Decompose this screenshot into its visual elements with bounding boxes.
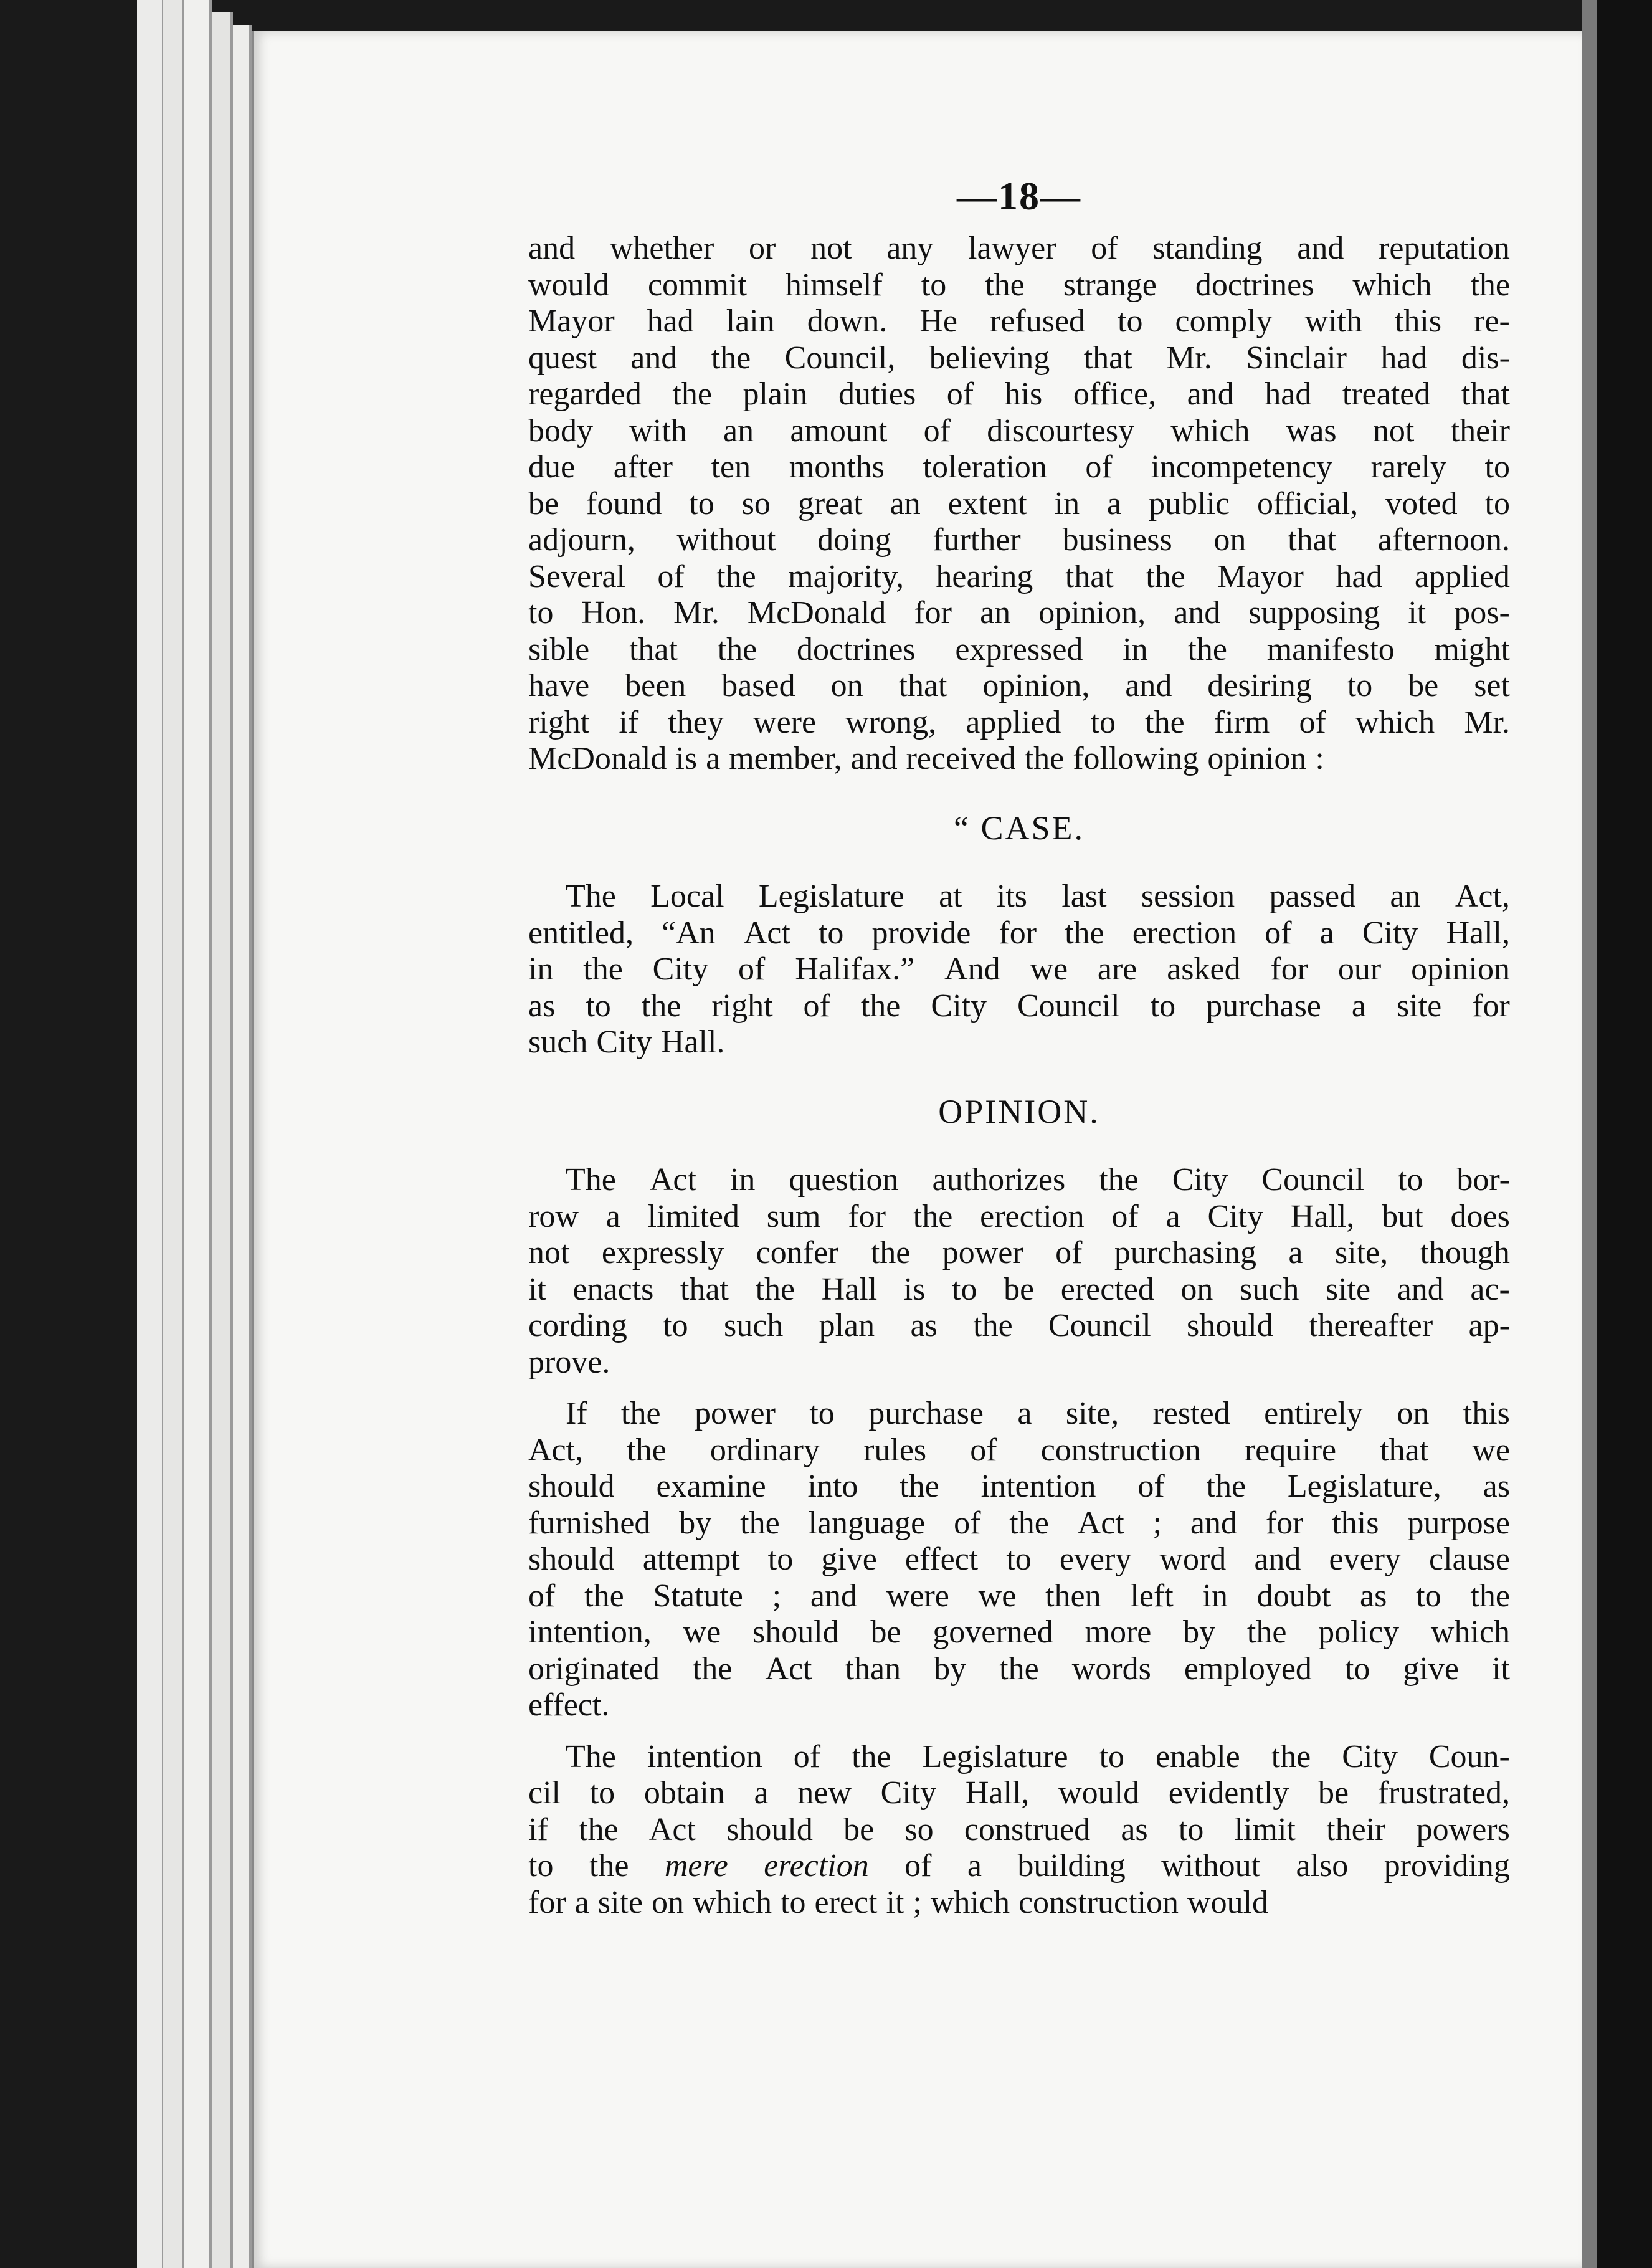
text-line: and whether or not any lawyer of standing and reputation (528, 231, 1510, 266)
text-line: McDonald is a member, and received the following opinion : (528, 741, 1324, 776)
text-line: Several of the majority, hearing that the Mayor had applied (528, 558, 1510, 594)
text-line: for a site on which to erect it ; which construction would (528, 1884, 1269, 1920)
text-line: Act, the ordinary rules of construction require that we (528, 1432, 1510, 1468)
opinion-section (528, 1162, 1510, 1921)
case-heading: “ CASE. (954, 809, 1085, 847)
intro-paragraph (528, 231, 1510, 778)
text-line: row a limited sum for the erection of a City Hall, but does (528, 1198, 1510, 1234)
text-line: originated the Act than by the words employed to give it (528, 1651, 1510, 1687)
text-line: of the Statute ; and were we then left in doubt as to the (528, 1578, 1510, 1614)
text-line: if the Act should be so construed as to limit their powers (528, 1811, 1510, 1847)
opinion-heading: OPINION. (938, 1092, 1100, 1130)
text-line: adjourn, without doing further business on that afternoon. (528, 522, 1510, 558)
text-line: right if they were wrong, applied to the firm of which Mr. (528, 704, 1510, 740)
text-line: intention, we should be governed more by the policy which (528, 1614, 1510, 1650)
text-line: be found to so great an extent in a public official, voted to (528, 485, 1510, 522)
text-line: furnished by the language of the Act ; and for this purpose (528, 1505, 1510, 1541)
text-line: it enacts that the Hall is to be erected on such site and ac- (528, 1271, 1510, 1307)
text-line: should attempt to give effect to every word and every clause (528, 1541, 1510, 1577)
text-line: body with an amount of discourtesy which was not their (528, 412, 1510, 449)
text-line: cording to such plan as the Council should thereafter ap- (528, 1308, 1510, 1343)
text-line: entitled, “An Act to provide for the erection of a City Hall, (528, 915, 1510, 951)
text-line: If the power to purchase a site, rested entirely on this (566, 1396, 1510, 1431)
text-line: prove. (528, 1344, 610, 1380)
text-line: to the mere erection of a building without also providing (528, 1848, 1510, 1884)
page-edge (212, 12, 233, 2268)
page-binding-shadow (1582, 0, 1597, 2268)
page-edge (137, 0, 164, 2268)
text-line: would commit himself to the strange doctrines which the (528, 267, 1510, 303)
text-line: to Hon. Mr. McDonald for an opinion, and supposing it pos- (528, 595, 1510, 631)
page-edge (233, 25, 252, 2268)
text-line: quest and the Council, believing that Mr. Sinclair had dis- (528, 340, 1510, 376)
scan-background (1597, 0, 1652, 2268)
page-number: —18— (957, 174, 1081, 218)
opinion-paragraph (528, 1739, 1510, 1922)
text-line: have been based on that opinion, and desiring to be set (528, 668, 1510, 703)
text-line: not expressly confer the power of purchasing a site, though (528, 1235, 1510, 1270)
text-line: cil to obtain a new City Hall, would evidently be frustrated, (528, 1775, 1510, 1811)
text-line: due after ten months toleration of incompetency rarely to (528, 449, 1510, 485)
text-line: sible that the doctrines expressed in the manifesto might (528, 631, 1510, 667)
text-line: Mayor had lain down. He refused to comply with this re- (528, 303, 1510, 339)
page-edge (184, 0, 212, 2268)
text-line: in the City of Halifax.” And we are asked for our opinion (528, 951, 1510, 987)
page-edge (163, 0, 184, 2268)
text-line: regarded the plain duties of his office, and had treated that (528, 376, 1510, 412)
opinion-paragraph (528, 1162, 1510, 1381)
text-line: The Local Legislature at its last session passed an Act, (566, 879, 1510, 914)
text-line: should examine into the intention of the Legislature, as (528, 1469, 1510, 1504)
text-line: as to the right of the City Council to purchase a site for (528, 988, 1510, 1024)
page-text (528, 174, 1510, 1921)
text-line: The intention of the Legislature to enable the City Coun- (566, 1738, 1510, 1775)
text-line: The Act in question authorizes the City Council to bor- (566, 1162, 1510, 1198)
text-line: such City Hall. (528, 1024, 725, 1060)
case-paragraph (528, 879, 1510, 1061)
opinion-paragraph (528, 1396, 1510, 1724)
text-line: effect. (528, 1687, 610, 1723)
